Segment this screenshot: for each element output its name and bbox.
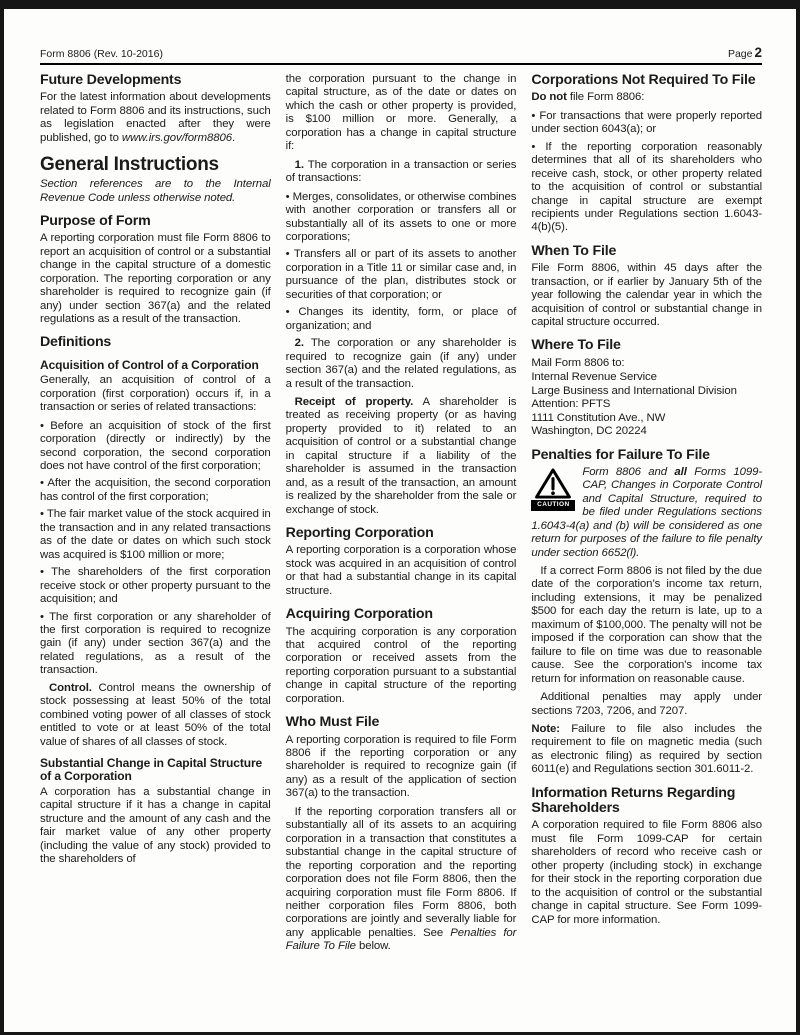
numbered-item-1 — [286, 159, 517, 186]
heading-who-must-file: Who Must File — [285, 714, 380, 731]
text-run: The corporation in a transaction or series of transactions: — [285, 158, 517, 185]
cross-reference-italic: Penalties for Failure To File — [285, 926, 517, 953]
column-3 — [531, 73, 762, 959]
bullet-item: • Transfers all or part of its assets to another corporation in a Title 11 or similar case and, in pursuance of the plan, distributes stock or securities of that corporation; or — [286, 248, 517, 302]
column-1 — [40, 73, 271, 959]
text-run: file Form 8806: — [566, 91, 645, 104]
irs-url-link[interactable]: www.irs.gov/form8806 — [121, 131, 232, 144]
paragraph-note — [531, 723, 762, 777]
paragraph-purpose: A reporting corporation must file Form 8806 to report an acquisition of control or a substantial change in the capital structure of a domestic corporation. The reporting corporation or any shareholder is required to recognize gain (if any) under section 367(a) and the related regulations as a result of the transaction. — [40, 232, 271, 326]
text-run: If the reporting corporation transfers all or substantially all of its assets to an acquiring corporation in a transaction that constitutes a substantial change in the capital structure of the reporting corporation and the reporting corporation does not file Form 8806, then the acquiring corporation must file Form 8806. If neither corporation files Form 8806, both corporations are jointly and severally liable for any applicable penalties. See — [285, 805, 517, 939]
heading-where-to-file: Where To File — [531, 337, 621, 354]
paragraph-acquisition-intro: Generally, an acquisition of control of a corporation (first corporation) occurs if, in a transaction or series of related transactions: — [40, 374, 271, 414]
section-references-note: Section references are to the Internal Revenue Code unless otherwise noted. — [40, 178, 271, 204]
paragraph-substantial-continued: the corporation pursuant to the change in capital structure, as of the date or dates on which the cash or other property is provided, is $100 million or more. Generally, a corporation has a change in capital structure if: — [285, 73, 517, 153]
warning-triangle-icon — [534, 468, 572, 499]
bullet-item: • The shareholders of the first corporation receive stock or other property pursuant to the acquisition; and — [40, 566, 271, 606]
heading-acquisition-of-control: Acquisition of Control of a Corporation — [40, 357, 259, 372]
bullet-item: • The fair market value of the stock acquired in the transaction and in any related transactions as of the date or dates on which such stock was acquired is $100 million or more; — [40, 508, 271, 562]
text-run: The corporation or any shareholder is required to recognize gain (if any) under section 367(a) and the related regulations, as a result of the transaction. — [285, 337, 517, 390]
paragraph-mail-to: Mail Form 8806 to: — [531, 356, 625, 369]
paragraph-future-developments — [40, 91, 271, 145]
caution-note — [531, 466, 762, 560]
paragraph-penalty-amounts: If a correct Form 8806 is not filed by the due date of the corporation’s income tax return, including extensions, it may be penalized $500 for each day the return is late, up to a maximum of $100,000. The penalty will not be imposed if the corporation can show that the failure to file on time was due to reasonable cause. See the corporation’s income tax return for information on reasonable cause. — [531, 565, 763, 685]
paragraph-receipt-of-property — [286, 396, 517, 517]
paragraph-reporting-corporation: A reporting corporation is a corporation whose stock was acquired in an acquisition of control or that had a substantial change in its capital structure. — [285, 544, 517, 597]
heading-reporting-corporation: Reporting Corporation — [285, 525, 434, 542]
paragraph-do-not-file — [531, 91, 762, 104]
heading-when-to-file: When To File — [531, 242, 617, 259]
paragraph-information-returns: A corporation required to file Form 8806 also must file Form 1099-CAP for certain shareholders of record who receive cash or other property (including stock) in exchange for their stock in the reporting corporation due to the acquisition of control or the substantial change in capital structure. See Form 1099-CAP for more information. — [531, 819, 763, 926]
text-run: A shareholder is treated as receiving property (or as having property provided to it) related to an acquisition of control or a substantial change in capital structure if a liability of the shareholder is assumed in the transaction and, as a result of the transaction, an amount is realized by the shareholder from the sale or exchange of stock. — [285, 395, 517, 516]
paragraph-substantial: A corporation has a substantial change in capital structure if it has a change in capital structure and the amount of any cash and the fair market value of any other property (including the value of any stock) provided to the shareholders of — [40, 785, 271, 866]
address-line: 1111 Constitution Ave., NW — [531, 411, 666, 424]
heading-substantial-change: Substantial Change in Capital Structure of a Corporation — [40, 756, 263, 784]
heading-acquiring-corporation: Acquiring Corporation — [285, 606, 433, 623]
heading-penalties: Penalties for Failure To File — [531, 446, 710, 463]
bullet-item: • After the acquisition, the second corporation has control of the first corporation; — [40, 477, 271, 504]
paragraph-additional-penalties: Additional penalties may apply under sections 7203, 7206, and 7207. — [531, 691, 763, 717]
bold-emphasis: all — [674, 465, 687, 478]
form-revision-label: Form 8806 (Rev. 10-2016) — [40, 48, 163, 60]
text-run: For the latest information about developments related to Form 8806 and its instructions, such as legislation enacted after they were published, go to — [40, 91, 271, 144]
bullet-item: • If the reporting corporation reasonably determines that all of its shareholders who receive cash, stock, or other property related to the acquisition of control or substantial change in capital structure are exempt recipients under Regulations section 1.6043-4(b)(5). — [531, 141, 762, 235]
bullet-item: • The first corporation or any shareholder of the first corporation is required to recognize gain (if any) under section 367(a) and the related regulations, as a result of the transaction. — [40, 611, 271, 678]
bold-lead: Control. — [49, 681, 92, 694]
bold-lead: Do not — [531, 91, 567, 104]
text-run: . — [231, 131, 236, 144]
mailing-address — [531, 371, 762, 438]
text-run: Control means the ownership of stock possessing at least 50% of the total combined voting power of all classes of stock entitled to vote or at least 50% of the total value of shares of all classes of stock. — [40, 681, 271, 748]
bullet-item: • For transactions that were properly reported under section 6043(a); or — [531, 110, 762, 137]
column-2 — [286, 73, 517, 959]
bullet-item: • Changes its identity, form, or place of organization; and — [286, 306, 517, 333]
text-run: below. — [355, 940, 391, 953]
page-number: 2 — [754, 45, 762, 60]
paragraph-control — [40, 682, 271, 749]
heading-corporations-not-required: Corporations Not Required To File — [531, 72, 756, 88]
bold-lead: Receipt of property. — [294, 395, 414, 408]
paragraph-acquiring-corporation: The acquiring corporation is any corporation that acquired control of the reporting corporation or received assets from the reporting corporation pursuant to a substantial change in capital structure of the reporting corporation. — [285, 625, 517, 705]
address-line: Attention: PFTS — [531, 398, 611, 411]
bullet-item: • Before an acquisition of stock of the first corporation (directly or indirectly) by the second corporation, the second corporation does not have control of the first corporation; — [40, 420, 271, 474]
paragraph-who-must-file-2 — [286, 806, 517, 954]
address-line: Washington, DC 20224 — [531, 425, 647, 438]
paragraph-who-must-file-1: A reporting corporation is required to file Form 8806 if the reporting corporation or any shareholder is required to recognize gain (if any) as a result of the application of section 367(a) to the transaction. — [285, 733, 517, 800]
item-number: 2. — [294, 337, 304, 350]
heading-definitions: Definitions — [40, 334, 112, 351]
bullet-item: • Merges, consolidates, or otherwise combines with another corporation or transfers all or substantially all of its assets to one or more corporations; — [286, 191, 517, 245]
caution-label: CAUTION — [531, 500, 575, 511]
heading-future-developments: Future Developments — [40, 72, 182, 88]
item-number: 1. — [294, 158, 304, 171]
text-run: Form 8806 and — [582, 465, 675, 478]
text-run: Forms 1099-CAP, Changes in Corporate Control and Capital Structure, required to be filed under Regulations sections 1.6043-4(a) and (b) will be considered as one return for purposes of the failure to file penalty under section 6652(l). — [531, 465, 763, 559]
address-line: Internal Revenue Service — [531, 371, 657, 384]
bold-lead: Note: — [531, 722, 560, 735]
heading-purpose-of-form: Purpose of Form — [40, 212, 151, 229]
paragraph-when-to-file: File Form 8806, within 45 days after the transaction, or if earlier by January 5th of the year following the calendar year in which the acquisition of control or substantial change in capital structure occurred. — [531, 262, 763, 328]
address-line: Large Business and International Division — [531, 384, 737, 397]
heading-information-returns: Information Returns Regarding Shareholders — [531, 784, 736, 817]
text-run: Failure to file also includes the requirement to file on magnetic media (such as electronic filing) as required by section 6011(e) and Regulations section 301.6011-2. — [531, 722, 763, 776]
content-columns — [40, 73, 762, 959]
page-header — [40, 45, 762, 65]
page-word: Page — [727, 48, 753, 60]
caution-icon — [531, 468, 575, 511]
numbered-item-2 — [286, 337, 517, 391]
page-indicator — [728, 45, 762, 60]
heading-general-instructions: General Instructions — [40, 154, 219, 176]
